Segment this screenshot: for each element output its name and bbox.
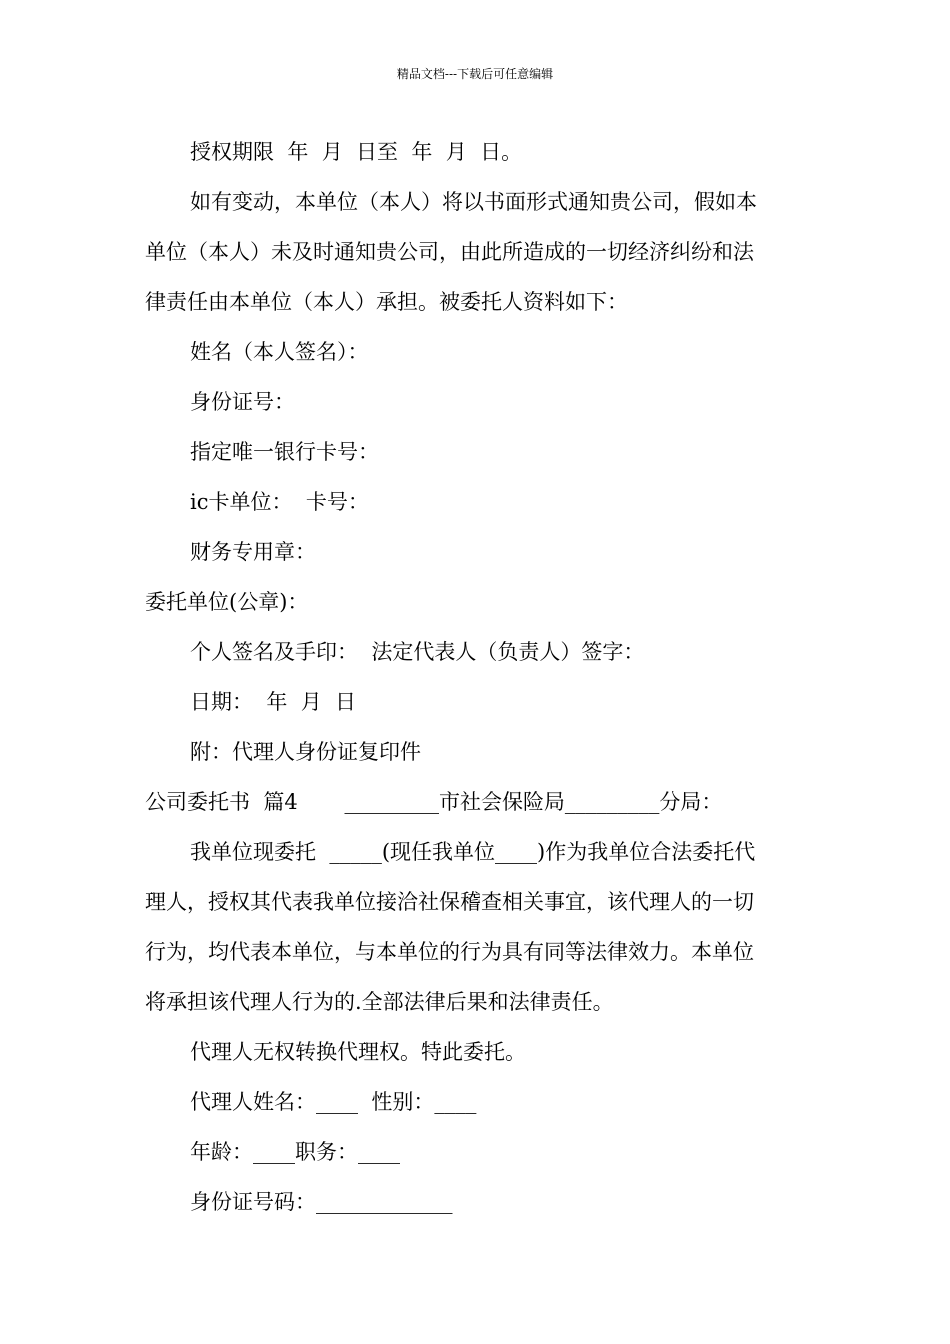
text-line-liability: 律责任由本单位（本人）承担。被委托人资料如下： — [145, 290, 628, 314]
page-header: 精品文档---下载后可任意编辑 — [396, 67, 554, 81]
field-date: 日期： 年 月 日 — [190, 690, 357, 714]
text-line-entrust: 我单位现委托 _____(现任我单位____)作为我单位合法委托代 — [190, 840, 756, 864]
text-line-change-notice: 如有变动，本单位（本人）将以书面形式通知贵公司，假如本 — [190, 190, 757, 214]
field-ic-card: ic卡单位： 卡号： — [190, 490, 369, 514]
text-line-change-notice-cont: 单位（本人）未及时通知贵公司，由此所造成的一切经济纠纷和法 — [145, 240, 754, 264]
field-agent-name-gender: 代理人姓名：____ 性别：____ — [190, 1090, 477, 1114]
section-heading-letter-4: 公司委托书 篇4 _________市社会保险局_________分局： — [145, 790, 723, 814]
text-line-attachment: 附：代理人身份证复印件 — [190, 740, 421, 764]
field-finance-seal: 财务专用章： — [190, 540, 316, 564]
field-id-number: 身份证号： — [190, 390, 295, 414]
field-name-signature: 姓名（本人签名）： — [190, 340, 369, 364]
text-line-entrust-cont-1: 理人，授权其代表我单位接洽社保稽查相关事宜，该代理人的一切 — [145, 890, 754, 914]
field-signatures: 个人签名及手印： 法定代表人（负责人）签字： — [190, 640, 645, 664]
field-age-position: 年龄：____职务：____ — [190, 1140, 400, 1164]
text-line-no-transfer: 代理人无权转换代理权。特此委托。 — [190, 1040, 526, 1064]
field-entrusting-unit-seal: 委托单位(公章)： — [145, 590, 309, 614]
field-id-card-number: 身份证号码：_____________ — [190, 1190, 453, 1214]
text-line-entrust-cont-3: 将承担该代理人行为的.全部法律后果和法律责任。 — [145, 990, 614, 1014]
field-bank-card: 指定唯一银行卡号： — [190, 440, 379, 464]
text-line-entrust-cont-2: 行为，均代表本单位，与本单位的行为具有同等法律效力。本单位 — [145, 940, 754, 964]
text-line-authorization-period: 授权期限 年 月 日至 年 月 日。 — [190, 140, 523, 164]
